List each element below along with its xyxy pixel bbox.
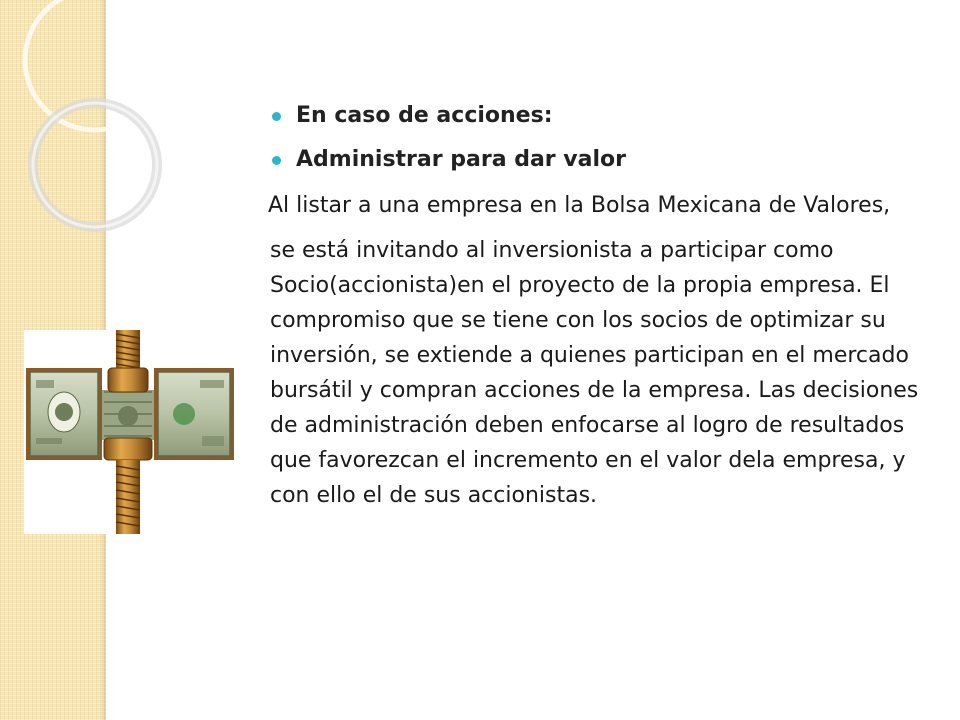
bullet-item <box>268 100 928 144</box>
clamp-bottom-rod <box>104 438 152 534</box>
slide-content <box>268 100 928 513</box>
money-clamp-image <box>24 330 236 534</box>
bill-right <box>154 368 234 460</box>
bullet-dot-icon <box>272 112 281 121</box>
money-clamp-icon <box>24 330 236 534</box>
bullet-text: Administrar para dar valor <box>296 147 626 172</box>
bill-middle <box>102 390 154 440</box>
bullet-dot-icon <box>272 156 281 165</box>
bill-left <box>26 368 102 460</box>
body-paragraph: se está invitando al inversionista a participar como Socio(accionista)en el proyecto de la propia empresa. El compromiso que se tiene con los socios de optimizar su inversión, se extiende a quienes participan en el mercado bursátil y compran acciones de la empresa. Las decisiones de administración deben enfocarse al logro de resultados que favorezcan el incremento en el valor dela empresa, y con ello el de sus accionistas. <box>270 238 919 508</box>
bullet-text: En caso de acciones: <box>296 103 553 128</box>
intro-paragraph: Al listar a una empresa en la Bolsa Mexicana de Valores, <box>268 193 891 218</box>
bullet-item <box>268 144 928 188</box>
clamp-top-rod <box>108 330 148 392</box>
